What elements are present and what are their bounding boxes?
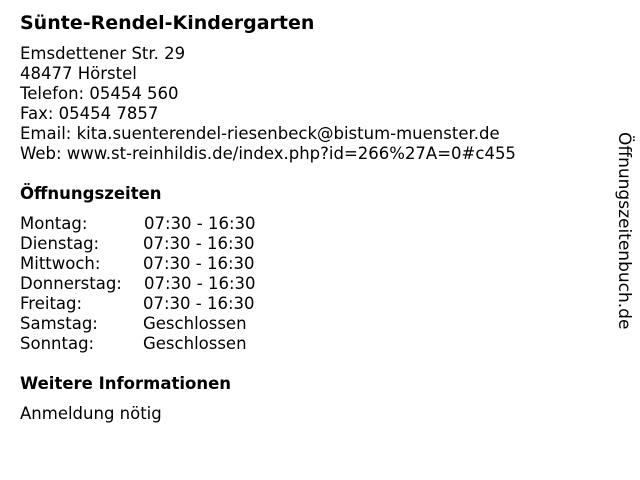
- time-value: 07:30 - 16:30: [144, 274, 256, 293]
- day-label: Freitag:: [20, 294, 83, 313]
- time-value: 07:30 - 16:30: [144, 214, 256, 233]
- time-value: Geschlossen: [143, 314, 247, 333]
- additional-info-text: Anmeldung nötig: [20, 404, 162, 423]
- opening-hours-heading: Öffnungszeiten: [20, 184, 162, 203]
- day-label: Montag:: [20, 214, 88, 233]
- day-label: Sonntag:: [20, 334, 95, 353]
- additional-info-heading: Weitere Informationen: [20, 374, 232, 393]
- website-url: Web: www.st-reinhildis.de/index.php?id=266%27A=0#c455: [20, 144, 516, 163]
- time-value: 07:30 - 16:30: [143, 294, 255, 313]
- phone-number: Telefon: 05454 560: [20, 84, 179, 103]
- street-address: Emsdettener Str. 29: [20, 44, 186, 63]
- site-watermark: Öffnungszeitenbuch.de: [614, 132, 634, 330]
- city-address: 48477 Hörstel: [20, 64, 137, 83]
- time-value: 07:30 - 16:30: [143, 234, 255, 253]
- contact-block: [20, 44, 516, 164]
- time-value: Geschlossen: [143, 334, 247, 353]
- day-label: Donnerstag:: [20, 274, 122, 293]
- business-title: Sünte-Rendel-Kindergarten: [20, 12, 315, 34]
- email-address: Email: kita.suenterendel-riesenbeck@bistum-muenster.de: [20, 124, 500, 143]
- day-label: Dienstag:: [20, 234, 100, 253]
- day-label: Mittwoch:: [20, 254, 101, 273]
- time-value: 07:30 - 16:30: [143, 254, 255, 273]
- day-label: Samstag:: [20, 314, 98, 333]
- fax-number: Fax: 05454 7857: [20, 104, 159, 123]
